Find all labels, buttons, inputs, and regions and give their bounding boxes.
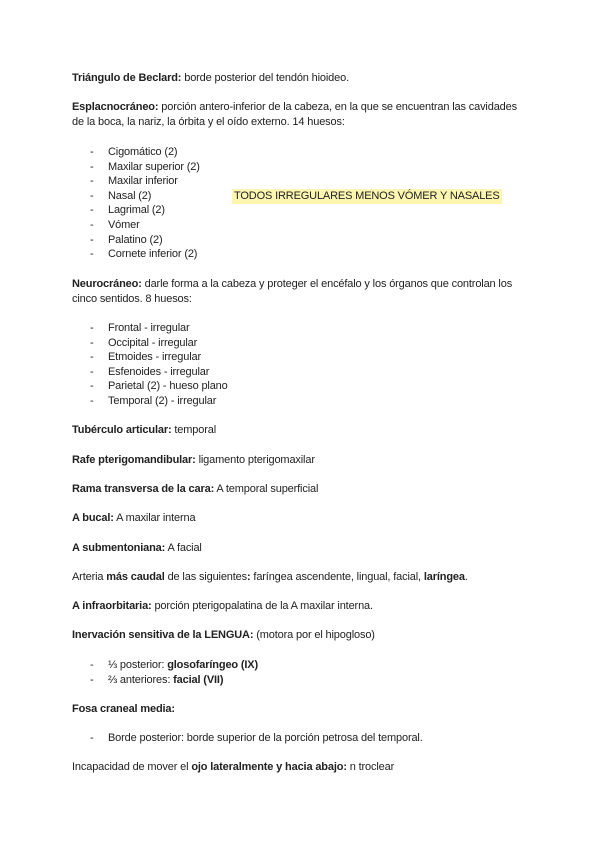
bucal-paragraph [72,511,195,526]
tuberculo-title: Tubérculo articular: [72,424,172,436]
submentoniana-text: A facial [165,542,202,554]
tuberculo-text: temporal [171,424,216,436]
lengua-text: (motora por el hipogloso) [253,629,375,641]
infraorbitaria-title: A infraorbitaria: [72,600,152,612]
rafe-text: ligamento pterigomaxilar [195,454,315,466]
arteria-bold-laringea: laríngea [423,571,465,583]
fosa-list [72,731,423,746]
arteria-colon: : [247,571,251,583]
esplacnocraneo-paragraph [72,100,528,130]
lengua-item-pre: ⅓ posterior: [108,659,168,671]
esplacnocraneo-text: porción antero-inferior de la cabeza, en la que se encuentran las cavidades de la boca, la nariz, la órbita y el oído externo. 14 huesos: [72,101,517,128]
neurocraneo-paragraph [72,277,528,307]
ojo-bold: ojo lateralmente y hacia abajo: [191,761,347,773]
bucal-title: A bucal: [72,512,114,524]
arteria-bold-caudal: más caudal [106,571,165,583]
submentoniana-paragraph [72,541,202,556]
list-item: - Palatino (2) [72,233,200,248]
beclard-title: Triángulo de Beclard: [72,72,182,84]
list-item: - Nasal (2) [72,189,200,204]
beclard-paragraph [72,71,349,86]
list-item: - Frontal - irregular [72,321,228,336]
list-item [72,673,258,688]
infraorbitaria-paragraph [72,599,373,614]
neurocraneo-title: Neurocráneo: [72,278,142,290]
arteria-mid: de las siguientes [164,571,247,583]
list-item: - Maxilar superior (2) [72,160,200,175]
list-item: - Maxilar inferior [72,174,200,189]
rama-title: Rama transversa de la cara: [72,483,215,495]
ojo-paragraph [72,760,394,775]
lengua-title: Inervación sensitiva de la LENGUA: [72,629,254,641]
rama-text: A temporal superficial [214,483,319,495]
fosa-title: Fosa craneal media: [72,703,175,715]
ojo-post: n troclear [346,761,395,773]
lengua-item-bold: facial (VII) [173,673,224,686]
list-item [72,658,258,673]
list-item: - Borde posterior: borde superior de la porción petrosa del temporal. [72,731,423,746]
lengua-paragraph [72,628,375,643]
list-item: - Lagrimal (2) [72,203,200,218]
infraorbitaria-text: porción pterigopalatina de la A maxilar interna. [151,600,373,612]
arteria-end: . [464,571,468,583]
fosa-paragraph [72,702,175,717]
esplacnocraneo-title: Esplacnocráneo: [72,101,159,113]
rafe-paragraph [72,453,315,468]
lengua-item-bold: glosofaríngeo (IX) [167,659,259,671]
neurocraneo-text: darle forma a la cabeza y proteger el encéfalo y los órganos que controlan los cinco sentidos. 8 huesos: [72,278,513,305]
bucal-text: A maxilar interna [113,512,196,524]
lengua-item-pre: ⅔ anteriores: [108,673,174,686]
lengua-list [72,658,258,687]
list-item: - Etmoides - irregular [72,350,228,365]
neurocraneo-bone-list [72,321,228,409]
list-item: - Parietal (2) - hueso plano [72,379,228,394]
ojo-pre: Incapacidad de mover el [72,761,192,773]
list-item: - Occipital - irregular [72,336,228,351]
list-item: - Esfenoides - irregular [72,365,228,380]
tuberculo-paragraph [72,423,216,438]
esplacnocraneo-bone-list [72,145,200,262]
highlighted-note: TODOS IRREGULARES MENOS VÓMER Y NASALES [234,190,500,202]
beclard-text: borde posterior del tendón hioideo. [181,72,349,84]
arteria-pre: Arteria [72,571,107,583]
list-item: - Cornete inferior (2) [72,247,200,262]
rama-paragraph [72,482,318,497]
list-item: - Temporal (2) - irregular [72,394,228,409]
rafe-title: Rafe pterigomandibular: [72,454,196,466]
list-item: - Cigomático (2) [72,145,200,160]
list-item: - Vómer [72,218,200,233]
submentoniana-title: A submentoniana: [72,542,166,554]
arteria-paragraph [72,570,468,585]
arteria-list: faríngea ascendente, lingual, facial, [250,571,424,583]
